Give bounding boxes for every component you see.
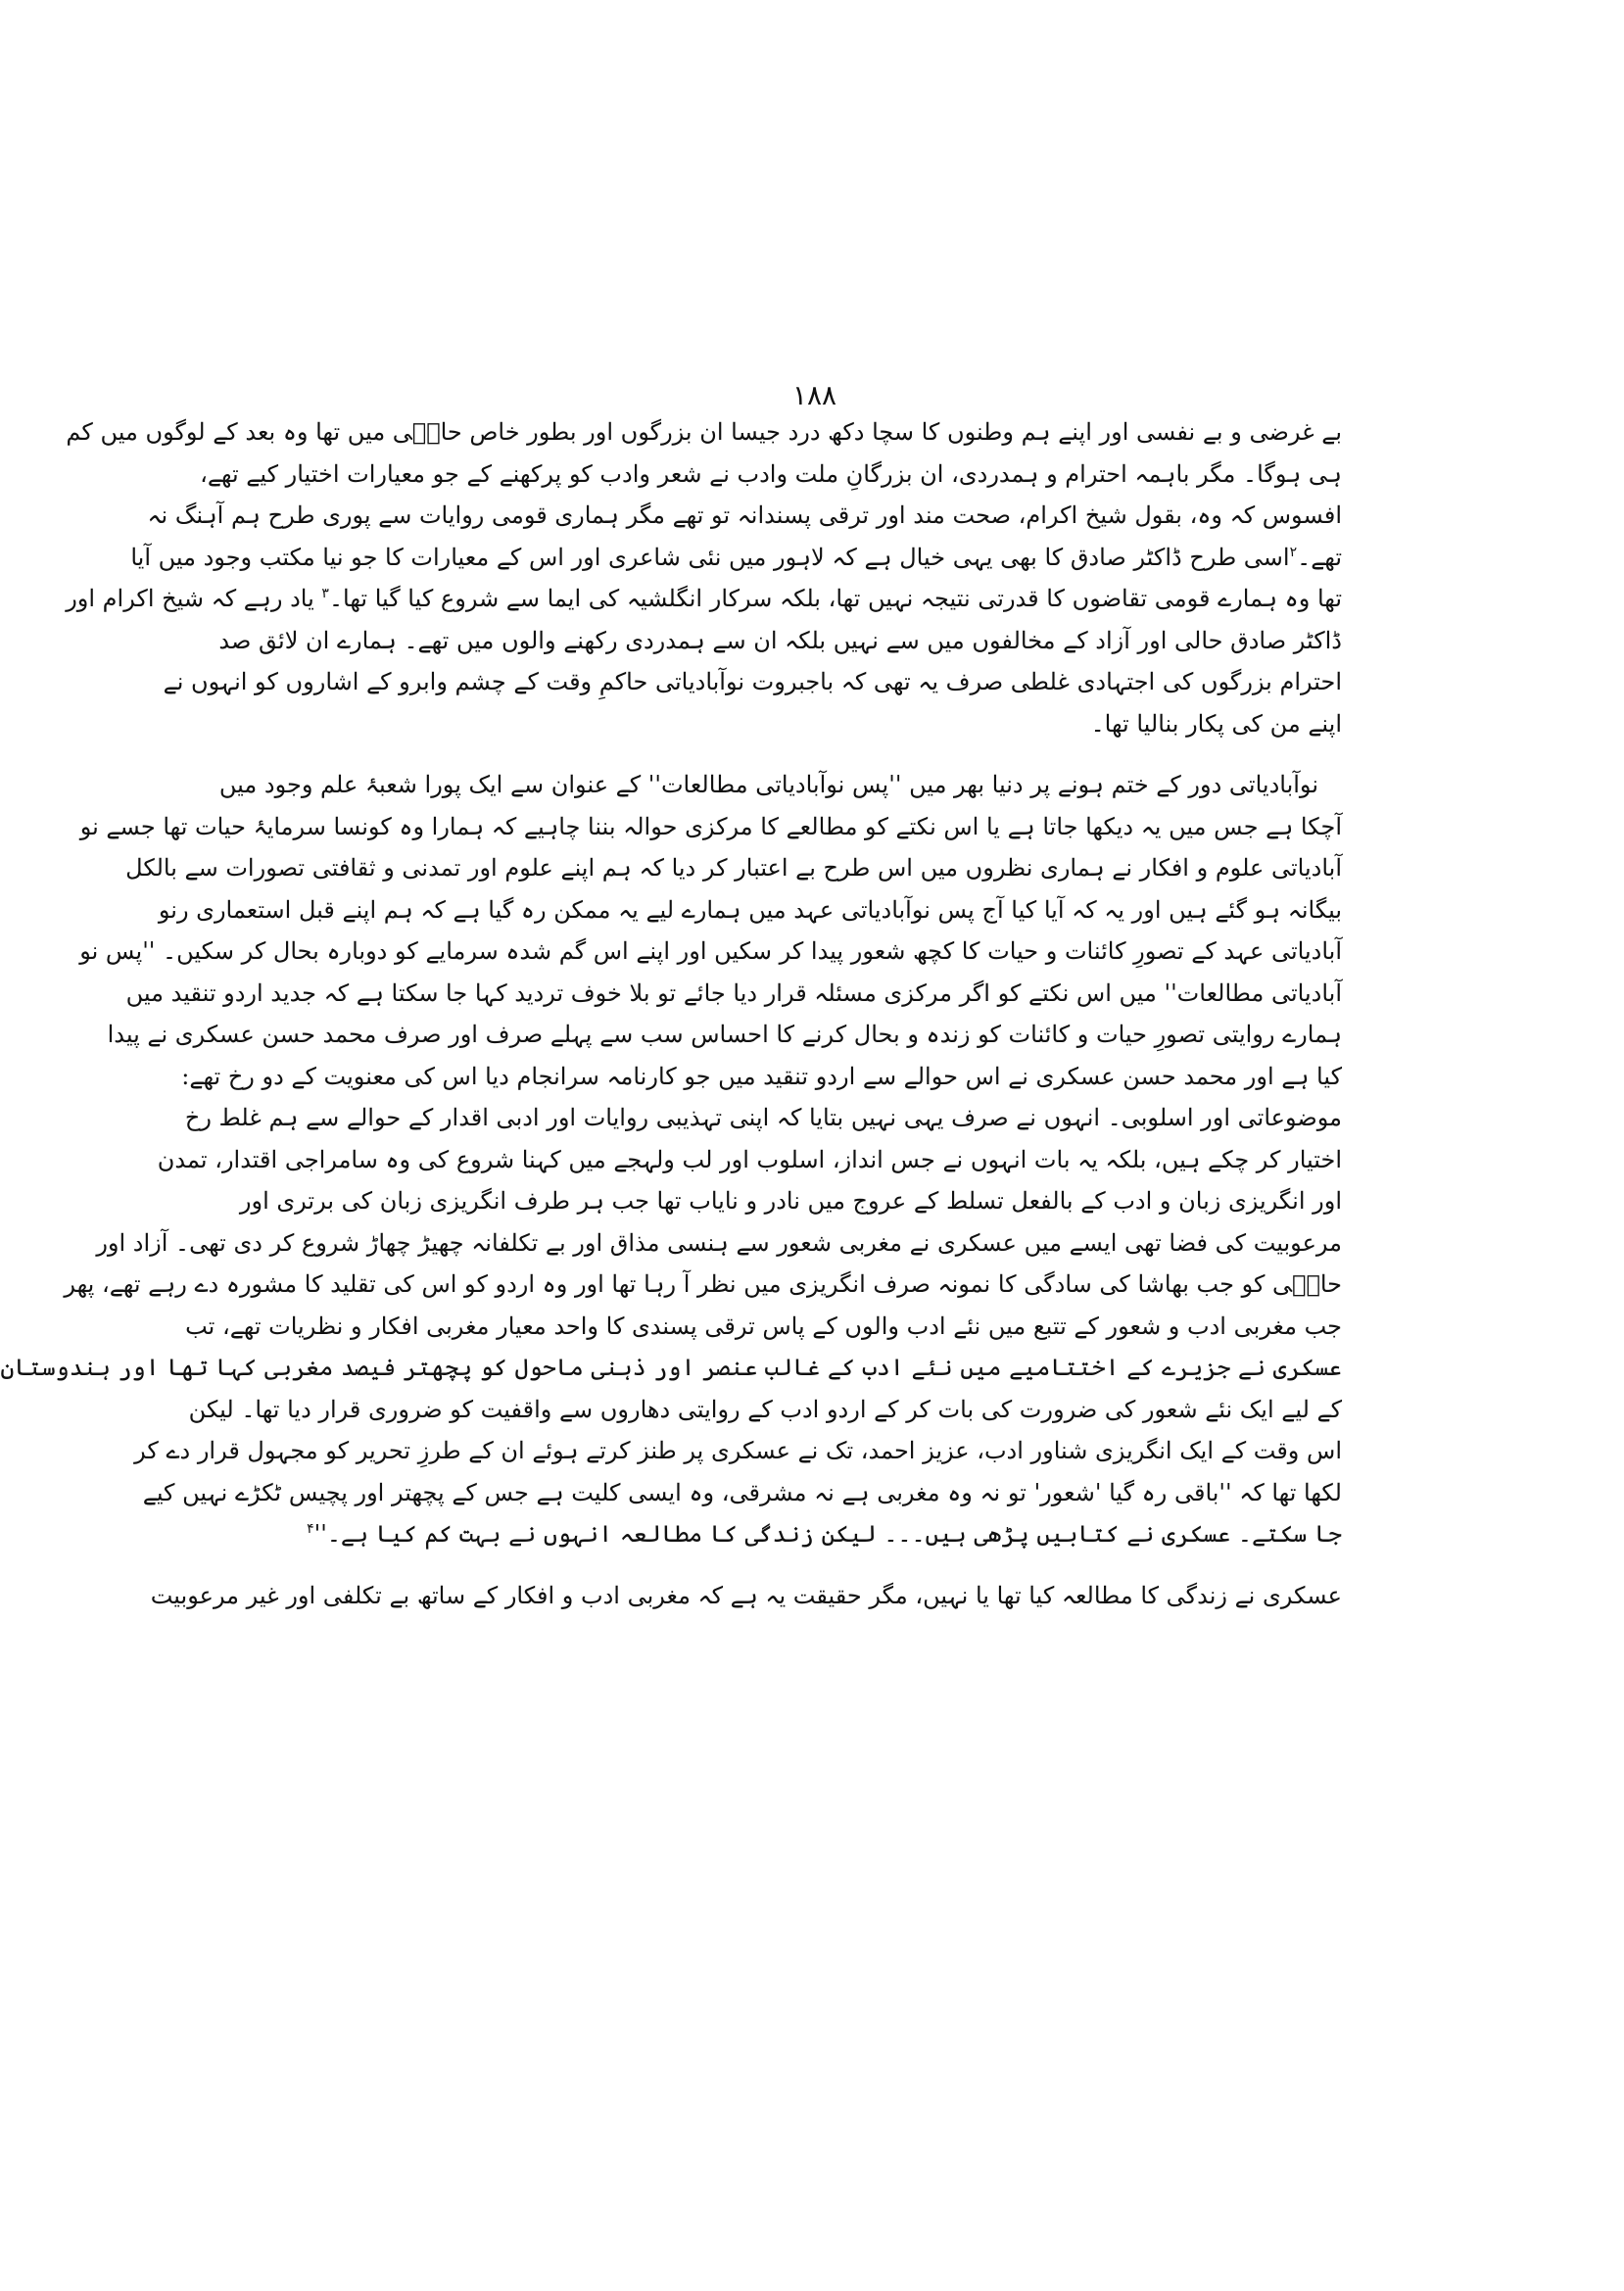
text-line: آبادیاتی علوم و افکار نے ہماری نظروں میں اس طرح بے اعتبار کر دیا کہ ہم اپنے علوم اور تمدنی و ثقافتی تصورات سے بالکل bbox=[125, 854, 1342, 882]
text-line: آبادیاتی عہد کے تصورِ کائنات و حیات کا کچھ شعور پیدا کر سکیں اور اپنے اس گم شدہ سرمایے کو دوبارہ بحال کر سکیں۔ ''پس نو bbox=[79, 937, 1342, 965]
text-line: آبادیاتی مطالعات'' میں اس نکتے کو اگر مرکزی مسئلہ قرار دیا جائے تو بلا خوف تردید کہا جا سکتا ہے کہ جدید اردو تنقید میں bbox=[125, 978, 1342, 1007]
text-segment: اسی طرح ڈاکٹر صادق کا بھی یہی خیال ہے کہ لاہور میں نئی شاعری اور اس کے معیارات کا جو نیا مکتب وجود میں آیا bbox=[130, 543, 1290, 571]
text-segment: تھے۔ bbox=[1297, 543, 1342, 571]
paragraph-2 bbox=[0, 764, 1342, 1555]
footnote-marker: ۲ bbox=[1289, 544, 1298, 560]
text-line: ہی ہوگا۔ مگر باہمہ احترام و ہمدردی، ان بزرگانِ ملت وادب نے شعر وادب کو پرکھنے کے جو معیارات اختیار کیے تھے، bbox=[200, 459, 1342, 488]
page-number: ۱۸۸ bbox=[791, 379, 837, 411]
text-segment: جا سکتے۔ عسکری نے کتابیں پڑھی ہیں۔۔۔ لیکن زندگی کا مطالعہ انہوں نے بہت کم کیا ہے۔'' bbox=[313, 1520, 1342, 1548]
text-line: نوآبادیاتی دور کے ختم ہونے پر دنیا بھر میں ''پس نوآبادیاتی مطالعات'' کے عنوان سے ایک پورا شعبۂ علم وجود میں bbox=[218, 771, 1318, 798]
text-line: آچکا ہے جس میں یہ دیکھا جاتا ہے یا اس نکتے کو مطالعے کا مرکزی حوالہ بننا چاہیے کہ ہمارا وہ کونسا سرمایۂ حیات تھا جسے نو bbox=[79, 812, 1342, 840]
paragraph-1 bbox=[66, 411, 1342, 744]
body-text bbox=[0, 411, 1342, 1616]
text-line: موضوعاتی اور اسلوبی۔ انہوں نے صرف یہی نہیں بتایا کہ اپنی تہذیبی روایات اور ادبی اقدار کے حوالے سے ہم غلط رخ bbox=[184, 1104, 1342, 1131]
text-line: جب مغربی ادب و شعور کے تتبع میں نئے ادب والوں کے پاس ترقی پسندی کا واحد معیار مغربی افکار و نظریات تھے، تب bbox=[185, 1312, 1342, 1340]
text-line: عسکری نے جزیرے کے اختتامیے میں نئے ادب کے غالب عنصر اور ذہنی ماحول کو پچھتر فیصد مغربی کہا تھا اور ہندوستان bbox=[0, 1354, 1342, 1381]
footnote-marker: ۳ bbox=[321, 586, 329, 601]
text-line-with-footnote bbox=[66, 578, 1342, 620]
footnote-marker: ۴ bbox=[307, 1521, 314, 1537]
text-line: حالؔی کو جب بھاشا کی سادگی کا نمونہ صرف انگریزی میں نظر آ رہا تھا اور وہ اردو کو اس کی تقلید کا مشورہ دے رہے تھے، پھر bbox=[64, 1270, 1342, 1298]
text-line: بے غرضی و بے نفسی اور اپنے ہم وطنوں کا سچا دکھ درد جیسا ان بزرگوں اور بطور خاص حالؔی میں تھا وہ بعد کے لوگوں میں کم bbox=[66, 418, 1342, 446]
paragraph-3 bbox=[150, 1575, 1342, 1617]
text-line-with-footnote bbox=[304, 1513, 1342, 1555]
text-line: اپنے من کی پکار بنالیا تھا۔ bbox=[1090, 709, 1342, 738]
text-line: بیگانہ ہو گئے ہیں اور یہ کہ آیا کیا آج پس نوآبادیاتی عہد میں ہمارے لیے یہ ممکن رہ گیا ہے کہ ہم اپنے قبل استعماری رنو bbox=[158, 895, 1342, 924]
text-line: احترام بزرگوں کی اجتہادی غلطی صرف یہ تھی کہ باجبروت نوآبادیاتی حاکمِ وقت کے چشم وابرو کے اشاروں کو انہوں نے bbox=[163, 668, 1342, 695]
text-line: عسکری نے زندگی کا مطالعہ کیا تھا یا نہیں، مگر حقیقت یہ ہے کہ مغربی ادب و افکار کے ساتھ بے تکلفی اور غیر مرعوبیت bbox=[150, 1581, 1342, 1609]
text-line: مرعوبیت کی فضا تھی ایسے میں عسکری نے مغربی شعور سے ہنسی مذاق اور بے تکلفانہ چھیڑ چھاڑ شروع کر دی تھی۔ آزاد اور bbox=[96, 1228, 1342, 1257]
text-line: ہمارے روایتی تصورِ حیات و کائنات کو زندہ و بحال کرنے کا احساس سب سے پہلے صرف اور صرف محمد حسن عسکری نے پیدا bbox=[107, 1021, 1342, 1048]
text-segment: تھا وہ ہمارے قومی تقاضوں کا قدرتی نتیجہ نہیں تھا، بلکہ سرکار انگلشیہ کی ایما سے شروع کیا گیا تھا۔ bbox=[328, 585, 1342, 612]
text-line: اس وقت کے ایک انگریزی شناور ادب، عزیز احمد، تک نے عسکری پر طنز کرتے ہوئے ان کے طرزِ تحریر کو مجہول قرار دے کر bbox=[134, 1437, 1342, 1464]
text-line: کیا ہے اور محمد حسن عسکری نے اس حوالے سے اردو تنقید میں جو کارنامہ سرانجام دیا اس کی معنویت کے دو رخ تھے: bbox=[181, 1062, 1342, 1090]
paragraph-gap bbox=[304, 1555, 1342, 1575]
text-segment: یاد رہے کہ شیخ اکرام اور bbox=[66, 585, 314, 612]
paragraph-gap bbox=[304, 744, 1342, 764]
text-line: اور انگریزی زبان و ادب کے بالفعل تسلط کے عروج میں نادر و نایاب تھا جب ہر طرف انگریزی زبان کی برتری اور bbox=[239, 1187, 1342, 1215]
text-line-with-footnote bbox=[130, 537, 1342, 579]
text-line: اختیار کر چکے ہیں، بلکہ یہ بات انہوں نے جس انداز، اسلوب اور لب ولہجے میں کہنا شروع کی وہ سامراجی اقتدار، تمدن bbox=[157, 1145, 1342, 1173]
text-line: کے لیے ایک نئے شعور کی ضرورت کی بات کر کے اردو ادب کے روایتی دھاروں سے واقفیت کو ضروری قرار دیا تھا۔ لیکن bbox=[188, 1395, 1342, 1423]
text-line: ڈاکٹر صادق حالی اور آزاد کے مخالفوں میں سے نہیں بلکہ ان سے ہمدردی رکھنے والوں میں تھے۔ ہمارے ان لائق صد bbox=[218, 626, 1342, 654]
text-line: لکھا تھا کہ ''باقی رہ گیا 'شعور' تو نہ وہ مغربی ہے نہ مشرقی، وہ ایسی کلیت ہے جس کے پچھتر اور پچیس ٹکڑے نہیں کیے bbox=[142, 1478, 1342, 1506]
text-line: افسوس کہ وہ، بقول شیخ اکرام، صحت مند اور ترقی پسندانہ تو تھے مگر ہماری قومی روایات سے پوری طرح ہم آہنگ نہ bbox=[147, 501, 1342, 529]
